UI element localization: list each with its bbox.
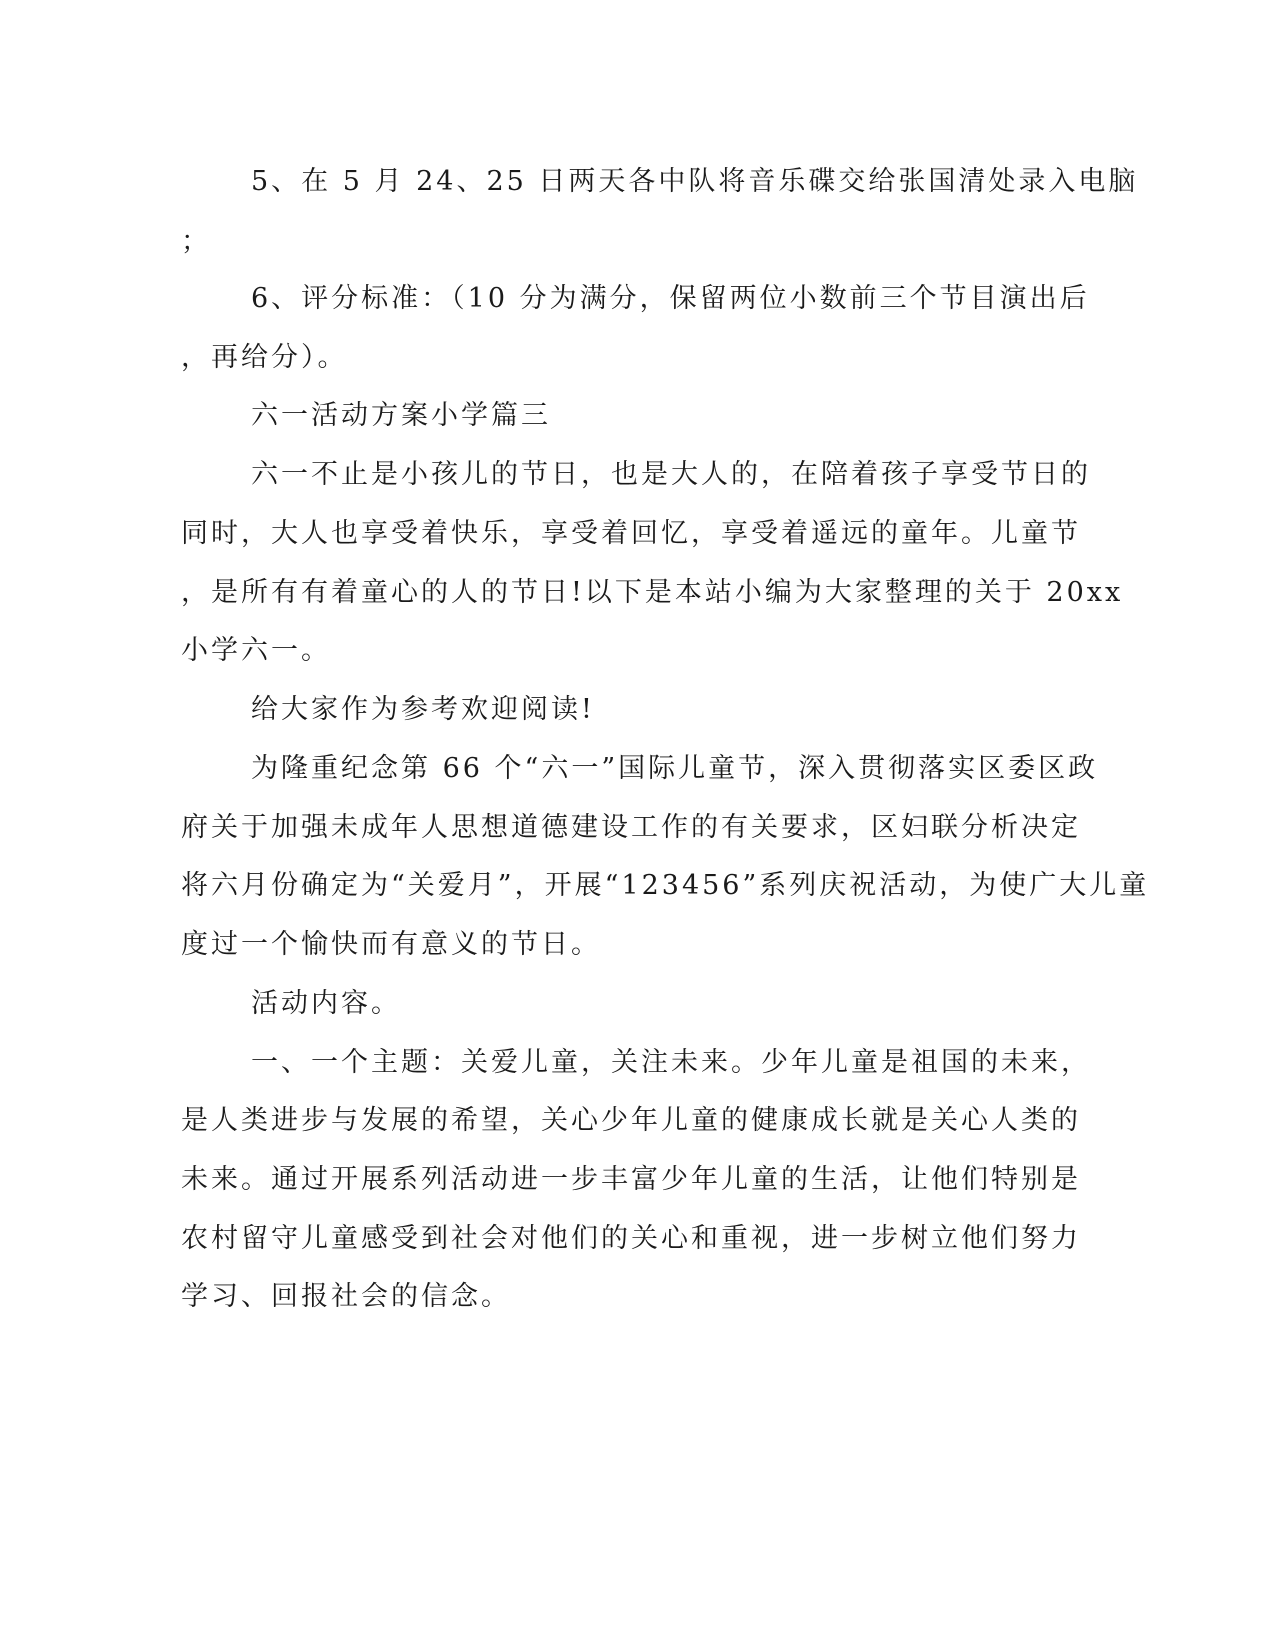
paragraph-line: ； (181, 226, 211, 257)
paragraph-line: 为隆重纪念第 66 个“六一”国际儿童节，深入贯彻落实区委区政 (251, 753, 1099, 784)
paragraph-line: 给大家作为参考欢迎阅读! (251, 694, 595, 725)
paragraph-line: 未来。通过开展系列活动进一步丰富少年儿童的生活，让他们特别是 (181, 1164, 1081, 1195)
section-heading: 六一活动方案小学篇三 (251, 400, 551, 431)
paragraph-line: 六一不止是小孩儿的节日，也是大人的，在陪着孩子享受节日的 (251, 459, 1091, 490)
paragraph-line: 度过一个愉快而有意义的节日。 (181, 929, 601, 960)
paragraph-line: ，再给分）。 (181, 342, 348, 373)
paragraph-line: 府关于加强未成年人思想道德建设工作的有关要求，区妇联分析决定 (181, 812, 1081, 843)
paragraph-line: 5、在 5 月 24、25 日两天各中队将音乐碟交给张国清处录入电脑 (251, 166, 1139, 197)
paragraph-line: 小学六一。 (181, 635, 331, 666)
paragraph-line: ，是所有有着童心的人的节日!以下是本站小编为大家整理的关于 20xx (181, 577, 1124, 608)
paragraph-line: 活动内容。 (251, 988, 401, 1019)
paragraph-line: 一、一个主题：关爱儿童，关注未来。少年儿童是祖国的未来， (251, 1047, 1091, 1078)
paragraph-line: 同时，大人也享受着快乐，享受着回忆，享受着遥远的童年。儿童节 (181, 518, 1081, 549)
paragraph-line: 农村留守儿童感受到社会对他们的关心和重视，进一步树立他们努力 (181, 1223, 1081, 1254)
paragraph-line: 将六月份确定为“关爱月”，开展“123456”系列庆祝活动，为使广大儿童 (181, 870, 1150, 901)
paragraph-line: 学习、回报社会的信念。 (181, 1281, 511, 1312)
paragraph-line: 6、评分标准：（10 分为满分，保留两位小数前三个节目演出后 (251, 283, 1090, 314)
paragraph-line: 是人类进步与发展的希望，关心少年儿童的健康成长就是关心人类的 (181, 1105, 1081, 1136)
